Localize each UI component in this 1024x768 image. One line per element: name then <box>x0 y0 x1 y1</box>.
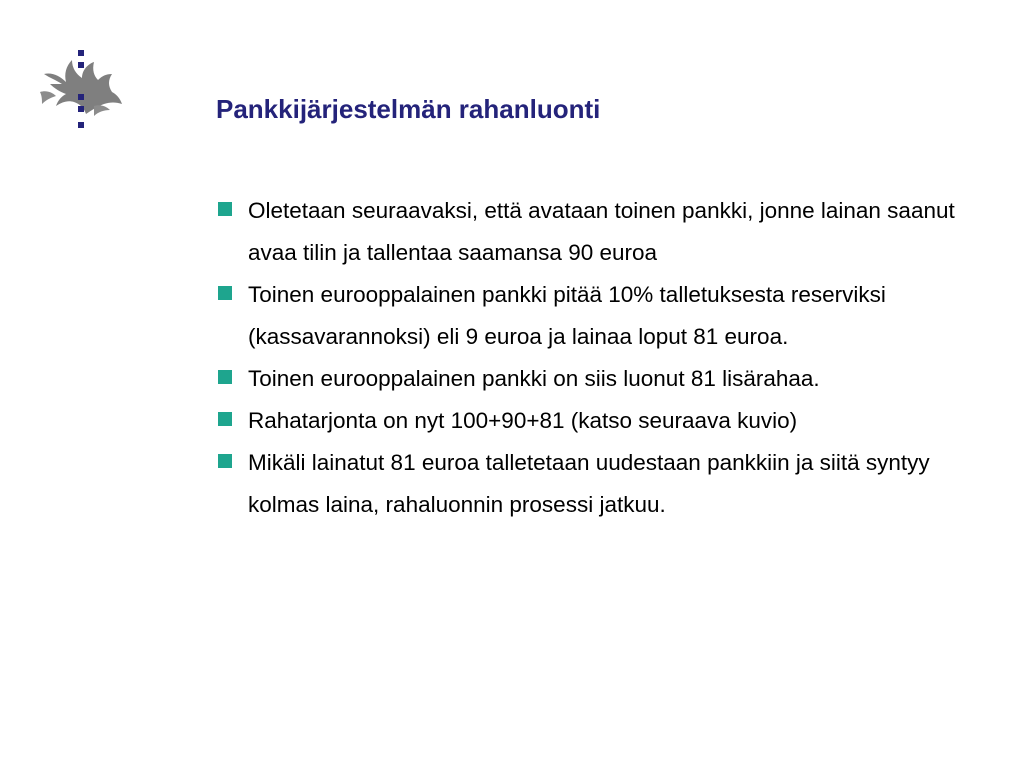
bullet-list <box>216 190 996 526</box>
bullet-text: Mikäli lainatut 81 euroa talletetaan uudestaan pankkiin ja siitä syntyy kolmas laina, rahaluonnin prosessi jatkuu. <box>248 450 930 517</box>
square-bullet-icon <box>218 370 232 384</box>
bullet-text: Toinen eurooppalainen pankki pitää 10% talletuksesta reserviksi (kassavarannoksi) eli 9 euroa ja lainaa loput 81 euroa. <box>248 282 886 349</box>
bullet-item <box>216 442 968 526</box>
bullet-text: Toinen eurooppalainen pankki on siis luonut 81 lisärahaa. <box>248 366 820 391</box>
bullet-text: Oletetaan seuraavaksi, että avataan toinen pankki, jonne lainan saanut avaa tilin ja tallentaa saamansa 90 euroa <box>248 198 955 265</box>
bullet-text: Rahatarjonta on nyt 100+90+81 (katso seuraava kuvio) <box>248 408 798 433</box>
slide-title: Pankkijärjestelmän rahanluonti <box>216 94 601 124</box>
square-bullet-icon <box>218 286 232 300</box>
bullet-item <box>216 400 996 442</box>
square-bullet-icon <box>218 202 232 216</box>
flame-logo-icon <box>36 44 126 136</box>
bullet-item <box>216 358 996 400</box>
square-bullet-icon <box>218 412 232 426</box>
bullet-item <box>216 190 968 274</box>
bullet-item <box>216 274 978 358</box>
square-bullet-icon <box>218 454 232 468</box>
